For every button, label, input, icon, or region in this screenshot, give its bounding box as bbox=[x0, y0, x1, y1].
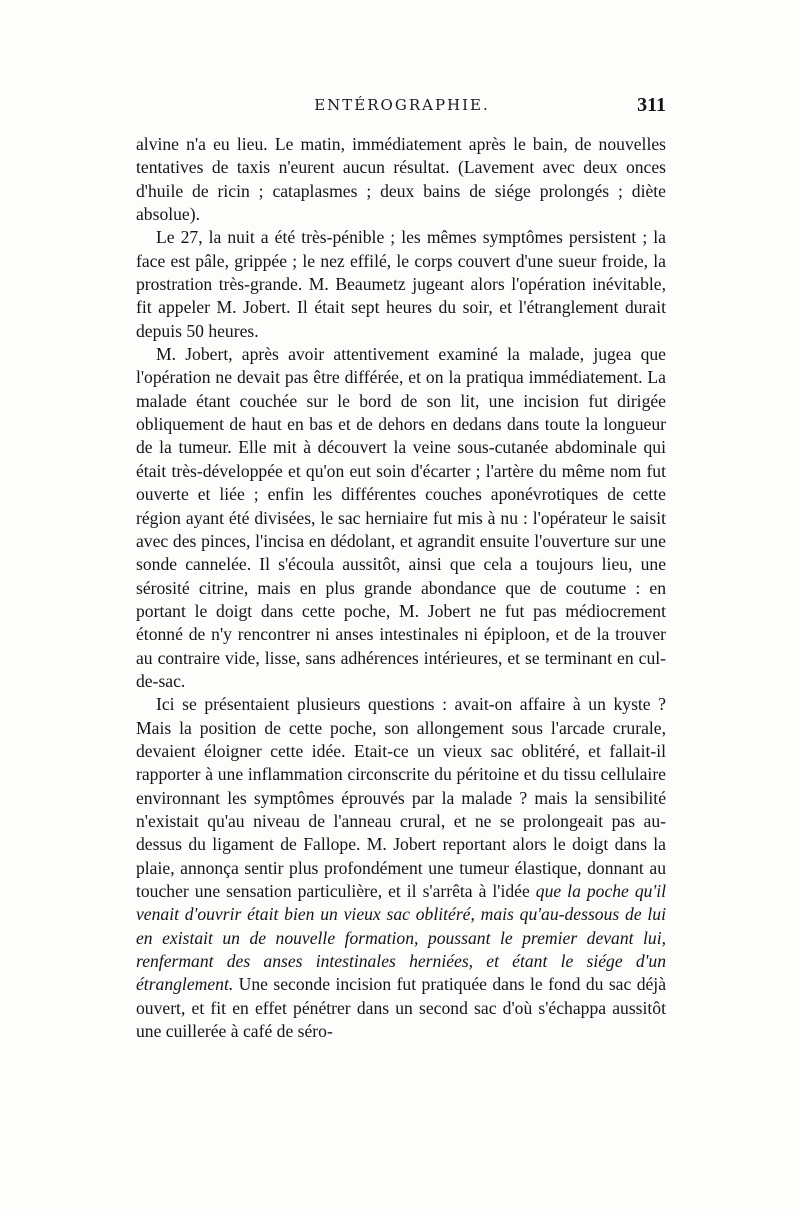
body-text bbox=[136, 133, 666, 1043]
page-header bbox=[138, 96, 666, 124]
paragraph-27: Le 27, la nuit a été très-pénible ; les mêmes symptômes persistent ; la face est pâle, grippée ; le nez effilé, le corps couvert d'une sueur froide, la prostration très-grande. M. Beaumetz jugeant alors l'opération inévitable, fit appeler M. Jobert. Il était sept heures du soir, et l'étranglement durait depuis 50 heures. bbox=[136, 227, 666, 341]
page-number: 311 bbox=[637, 94, 666, 116]
paragraph-questions-italic: que la poche qu'il venait d'ouvrir était bien un vieux sac oblitéré, mais qu'au-dessous de lui en existait un de nouvelle formation, poussant le premier devant lui, renfermant des anses intestinales herniées, et étant le siége d'un étranglement. bbox=[136, 881, 666, 995]
paragraph-questions-text: Ici se présentaient plusieurs questions : avait-on affaire à un kyste ? Mais la position de cette poche, son allongement sous l'arcade crurale, devaient éloigner cette idée. Etait-ce un vieux sac oblitéré, et fallait-il rapporter à une inflammation circonscrite du péritoine et du tissu cellulaire environnant les symptômes éprouvés par la malade ? mais la sensibilité n'existait qu'au niveau de l'anneau crural, et ne se prolongeait pas au-dessus du ligament de Fallope. M. Jobert reportant alors le doigt dans la plaie, annonça sentir plus profondément une tumeur élastique, donnant au toucher une sensation particulière, et il s'arrêta à l'idée bbox=[136, 694, 666, 901]
paragraph-questions-end: Une seconde incision fut pratiquée dans le fond du sac déjà ouvert, et fit en effet pénétrer dans un second sac d'où s'échappa aussitôt une cuillerée à café de séro- bbox=[136, 974, 666, 1042]
paragraph-jobert-examination: M. Jobert, après avoir attentivement examiné la malade, jugea que l'opération ne devait pas être différée, et on la pratiqua immédiatement. La malade étant couchée sur le bord de son lit, une incision fut dirigée obliquement de haut en bas et de dehors en dedans dans toute la longueur de la tumeur. Elle mit à découvert la veine sous-cutanée abdominale qui était très-développée et qu'on eut soin d'écarter ; l'artère du même nom fut ouverte et liée ; enfin les différentes couches aponévrotiques de cette région ayant été divisées, le sac herniaire fut mis à nu : l'opérateur le saisit avec des pinces, l'incisa en dédolant, et agrandit ensuite l'ouverture sur une sonde cannelée. Il s'écoula aussitôt, ainsi que cela a toujours lieu, une sérosité citrine, mais en plus grande abondance que de coutume : en portant le doigt dans cette poche, M. Jobert ne fut pas médiocrement étonné de n'y rencontrer ni anses intestinales ni épiploon, et de la trouver au contraire vide, lisse, sans adhérences intérieures, et se terminant en cul-de-sac. bbox=[136, 344, 666, 691]
paragraph-continuation: alvine n'a eu lieu. Le matin, immédiatement après le bain, de nouvelles tentatives de taxis n'eurent aucun résultat. (Lavement avec deux onces d'huile de ricin ; cataplasmes ; deux bains de siége prolongés ; diète absolue). bbox=[136, 134, 666, 225]
paragraph-questions bbox=[136, 693, 666, 1043]
running-title: ENTÉROGRAPHIE. bbox=[314, 96, 490, 114]
